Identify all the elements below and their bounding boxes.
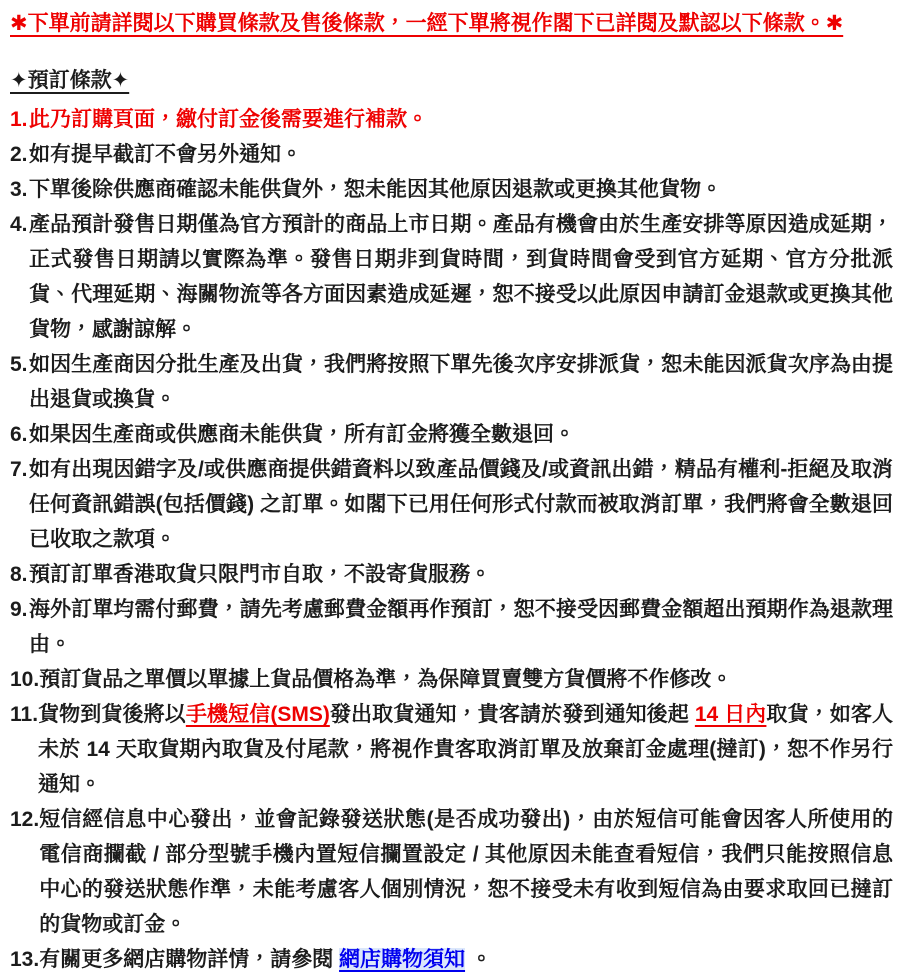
term-text-segment: 預訂訂單香港取貨只限門市自取，不設寄貨服務。 bbox=[29, 563, 491, 586]
section-title bbox=[10, 66, 893, 96]
term-number: 3. bbox=[10, 178, 28, 201]
term-number: 1. bbox=[10, 108, 28, 131]
term-number: 11. bbox=[10, 703, 39, 726]
term-text bbox=[29, 102, 893, 137]
term-text bbox=[29, 347, 893, 417]
term-text-segment: 如有出現因錯字及/或供應商提供錯資料以致產品價錢及/或資訊出錯，精品有權利-拒絕及取消任何資訊錯誤(包括價錢) 之訂單。如閣下已用任何形式付款而被取消訂單，我們將會全數退回已收取之款項。 bbox=[29, 458, 893, 551]
term-text bbox=[39, 662, 893, 697]
term-text-segment: 。 bbox=[465, 948, 492, 971]
section-title-text: ✦預訂條款✦ bbox=[10, 69, 130, 92]
term-text-segment: 如因生產商因分批生產及出貨，我們將按照下單先後次序安排派貨，恕未能因派貨次序為由提出退貨或換貨。 bbox=[29, 353, 893, 411]
term-item-13 bbox=[10, 942, 893, 977]
term-text bbox=[29, 172, 893, 207]
term-text bbox=[29, 452, 893, 557]
term-number: 4. bbox=[10, 213, 28, 236]
term-item-8 bbox=[10, 557, 893, 592]
term-text-segment: 海外訂單均需付郵費，請先考慮郵費金額再作預訂，恕不接受因郵費金額超出預期作為退款理由。 bbox=[29, 598, 893, 656]
term-number: 12. bbox=[10, 808, 40, 831]
term-item-9 bbox=[10, 592, 893, 662]
term-text bbox=[29, 417, 893, 452]
term-text bbox=[38, 697, 893, 802]
term-item-2 bbox=[10, 137, 893, 172]
term-text bbox=[29, 137, 893, 172]
term-number: 2. bbox=[10, 143, 28, 166]
term-text bbox=[29, 557, 893, 592]
term-text-segment: 貨物到貨後將以 bbox=[38, 703, 186, 726]
term-number: 9. bbox=[10, 598, 28, 621]
term-text bbox=[29, 592, 893, 662]
term-number: 6. bbox=[10, 423, 28, 446]
term-number: 8. bbox=[10, 563, 28, 586]
term-number: 10. bbox=[10, 668, 40, 691]
term-text-segment: 下單後除供應商確認未能供貨外，恕未能因其他原因退款或更換其他貨物。 bbox=[29, 178, 722, 201]
term-text-segment: 產品預計發售日期僅為官方預計的商品上市日期。產品有機會由於生產安排等原因造成延期，正式發售日期請以實際為準。發售日期非到貨時間，到貨時間會受到官方延期、官方分批派貨、代理延期、海關物流等各方面因素造成延遲，恕不接受以此原因申請訂金退款或更換其他貨物，感謝諒解。 bbox=[29, 213, 893, 341]
term-item-11 bbox=[10, 697, 893, 802]
term-text-segment: 如果因生產商或供應商未能供貨，所有訂金將獲全數退回。 bbox=[29, 423, 575, 446]
red-highlighted-text: 手機短信(SMS) bbox=[185, 703, 330, 726]
term-number: 7. bbox=[10, 458, 28, 481]
term-number: 13. bbox=[10, 948, 40, 971]
term-item-6 bbox=[10, 417, 893, 452]
term-item-12 bbox=[10, 802, 893, 942]
store-shopping-notice-link[interactable]: 網店購物須知 bbox=[339, 948, 466, 971]
terms-list bbox=[10, 102, 893, 977]
term-text-segment: 預訂貨品之單價以單據上貨品價格為準，為保障買賣雙方貨價將不作修改。 bbox=[39, 668, 733, 691]
term-text-segment: 如有提早截訂不會另外通知。 bbox=[29, 143, 302, 166]
term-text-segment: 短信經信息中心發出，並會記錄發送狀態(是否成功發出)，由於短信可能會因客人所使用的電信商攔截 / 部分型號手機內置短信攔置設定 / 其他原因未能查看短信，我們只能按照信息中心的發送狀態作準，未能考慮客人個別情況，恕不接受未有收到短信為由要求取回已撻訂的貨物或訂金。 bbox=[39, 808, 893, 936]
term-item-1 bbox=[10, 102, 893, 137]
term-item-5 bbox=[10, 347, 893, 417]
term-text bbox=[29, 207, 893, 347]
term-text-segment: 此乃訂購頁面，繳付訂金後需要進行補款。 bbox=[29, 108, 428, 131]
term-item-7 bbox=[10, 452, 893, 557]
term-text-segment: 發出取貨通知，貴客請於發到通知後起 bbox=[329, 703, 695, 726]
term-text bbox=[39, 942, 893, 977]
term-item-10 bbox=[10, 662, 893, 697]
term-number: 5. bbox=[10, 353, 28, 376]
term-text-segment: 有關更多網店購物詳情，請參閱 bbox=[39, 948, 340, 971]
pre-order-warning-header: ✱下單前請詳閱以下購買條款及售後條款，一經下單將視作閣下已詳閱及默認以下條款。✱ bbox=[10, 12, 844, 35]
term-item-3 bbox=[10, 172, 893, 207]
term-text-segment: 取貨，如客人未於 14 天取貨期內取貨及付尾款，將視作貴客取消訂單及放棄訂金處理(撻訂)，恕不作另行通知。 bbox=[38, 703, 894, 796]
red-highlighted-text: 14 日內 bbox=[694, 703, 767, 726]
term-item-4 bbox=[10, 207, 893, 347]
term-text bbox=[39, 802, 893, 942]
